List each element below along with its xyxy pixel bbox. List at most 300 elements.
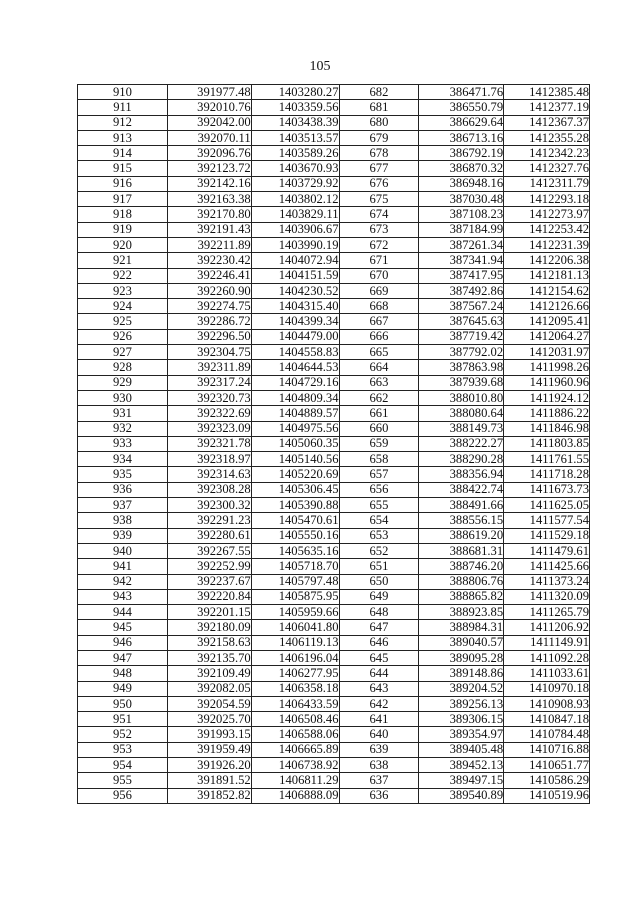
y-coordinate-cell: 1411265.79 — [504, 605, 590, 620]
point-number-cell: 669 — [339, 283, 419, 298]
point-number-cell: 636 — [339, 788, 419, 803]
x-coordinate-cell: 388422.74 — [419, 482, 504, 497]
point-number-cell: 672 — [339, 237, 419, 252]
point-number-cell: 913 — [78, 130, 168, 145]
x-coordinate-cell: 387939.68 — [419, 375, 504, 390]
table-row — [78, 345, 590, 360]
x-coordinate-cell: 392317.24 — [167, 375, 251, 390]
x-coordinate-cell: 388806.76 — [419, 574, 504, 589]
point-number-cell: 665 — [339, 345, 419, 360]
x-coordinate-cell: 388619.20 — [419, 528, 504, 543]
x-coordinate-cell: 391993.15 — [167, 727, 251, 742]
x-coordinate-cell: 387792.02 — [419, 345, 504, 360]
point-number-cell: 642 — [339, 696, 419, 711]
y-coordinate-cell: 1406665.89 — [251, 742, 339, 757]
point-number-cell: 921 — [78, 253, 168, 268]
table-row — [78, 742, 590, 757]
x-coordinate-cell: 392010.76 — [167, 100, 251, 115]
point-number-cell: 675 — [339, 192, 419, 207]
x-coordinate-cell: 392230.42 — [167, 253, 251, 268]
x-coordinate-cell: 392109.49 — [167, 666, 251, 681]
y-coordinate-cell: 1411761.55 — [504, 452, 590, 467]
table-row — [78, 498, 590, 513]
table-row — [78, 314, 590, 329]
x-coordinate-cell: 386792.19 — [419, 146, 504, 161]
x-coordinate-cell: 392180.09 — [167, 620, 251, 635]
table-row — [78, 100, 590, 115]
y-coordinate-cell: 1406196.04 — [251, 650, 339, 665]
y-coordinate-cell: 1404729.16 — [251, 375, 339, 390]
point-number-cell: 644 — [339, 666, 419, 681]
y-coordinate-cell: 1403729.92 — [251, 176, 339, 191]
x-coordinate-cell: 392311.89 — [167, 360, 251, 375]
point-number-cell: 949 — [78, 681, 168, 696]
table-row — [78, 161, 590, 176]
table-row — [78, 421, 590, 436]
point-number-cell: 941 — [78, 559, 168, 574]
y-coordinate-cell: 1412126.66 — [504, 299, 590, 314]
y-coordinate-cell: 1410519.96 — [504, 788, 590, 803]
y-coordinate-cell: 1404479.00 — [251, 329, 339, 344]
point-number-cell: 639 — [339, 742, 419, 757]
x-coordinate-cell: 386713.16 — [419, 130, 504, 145]
table-row — [78, 543, 590, 558]
point-number-cell: 682 — [339, 85, 419, 100]
point-number-cell: 940 — [78, 543, 168, 558]
point-number-cell: 680 — [339, 115, 419, 130]
x-coordinate-cell: 386870.32 — [419, 161, 504, 176]
point-number-cell: 955 — [78, 773, 168, 788]
point-number-cell: 673 — [339, 222, 419, 237]
point-number-cell: 663 — [339, 375, 419, 390]
y-coordinate-cell: 1403359.56 — [251, 100, 339, 115]
y-coordinate-cell: 1404889.57 — [251, 406, 339, 421]
x-coordinate-cell: 392304.75 — [167, 345, 251, 360]
x-coordinate-cell: 392322.69 — [167, 406, 251, 421]
point-number-cell: 655 — [339, 498, 419, 513]
point-number-cell: 661 — [339, 406, 419, 421]
table-row — [78, 207, 590, 222]
point-number-cell: 943 — [78, 589, 168, 604]
y-coordinate-cell: 1411320.09 — [504, 589, 590, 604]
x-coordinate-cell: 392220.84 — [167, 589, 251, 604]
x-coordinate-cell: 392191.43 — [167, 222, 251, 237]
x-coordinate-cell: 389540.89 — [419, 788, 504, 803]
x-coordinate-cell: 388010.80 — [419, 390, 504, 405]
x-coordinate-cell: 388746.20 — [419, 559, 504, 574]
point-number-cell: 679 — [339, 130, 419, 145]
point-number-cell: 950 — [78, 696, 168, 711]
table-row — [78, 85, 590, 100]
point-number-cell: 654 — [339, 513, 419, 528]
point-number-cell: 916 — [78, 176, 168, 191]
x-coordinate-cell: 392267.55 — [167, 543, 251, 558]
point-number-cell: 933 — [78, 436, 168, 451]
point-number-cell: 920 — [78, 237, 168, 252]
x-coordinate-cell: 387261.34 — [419, 237, 504, 252]
table-row — [78, 605, 590, 620]
x-coordinate-cell: 388080.64 — [419, 406, 504, 421]
x-coordinate-cell: 392123.72 — [167, 161, 251, 176]
y-coordinate-cell: 1411577.54 — [504, 513, 590, 528]
y-coordinate-cell: 1406119.13 — [251, 635, 339, 650]
x-coordinate-cell: 392163.38 — [167, 192, 251, 207]
y-coordinate-cell: 1406811.29 — [251, 773, 339, 788]
y-coordinate-cell: 1411206.92 — [504, 620, 590, 635]
y-coordinate-cell: 1405390.88 — [251, 498, 339, 513]
x-coordinate-cell: 386948.16 — [419, 176, 504, 191]
y-coordinate-cell: 1403990.19 — [251, 237, 339, 252]
point-number-cell: 938 — [78, 513, 168, 528]
point-number-cell: 653 — [339, 528, 419, 543]
x-coordinate-cell: 387417.95 — [419, 268, 504, 283]
y-coordinate-cell: 1412064.27 — [504, 329, 590, 344]
y-coordinate-cell: 1411924.12 — [504, 390, 590, 405]
point-number-cell: 656 — [339, 482, 419, 497]
table-row — [78, 467, 590, 482]
x-coordinate-cell: 392025.70 — [167, 712, 251, 727]
x-coordinate-cell: 389095.28 — [419, 650, 504, 665]
point-number-cell: 678 — [339, 146, 419, 161]
y-coordinate-cell: 1412031.97 — [504, 345, 590, 360]
table-row — [78, 222, 590, 237]
y-coordinate-cell: 1404399.34 — [251, 314, 339, 329]
table-row — [78, 620, 590, 635]
y-coordinate-cell: 1411718.28 — [504, 467, 590, 482]
x-coordinate-cell: 391959.49 — [167, 742, 251, 757]
point-number-cell: 646 — [339, 635, 419, 650]
y-coordinate-cell: 1411373.24 — [504, 574, 590, 589]
x-coordinate-cell: 392291.23 — [167, 513, 251, 528]
point-number-cell: 912 — [78, 115, 168, 130]
point-number-cell: 670 — [339, 268, 419, 283]
point-number-cell: 647 — [339, 620, 419, 635]
point-number-cell: 932 — [78, 421, 168, 436]
x-coordinate-cell: 387645.63 — [419, 314, 504, 329]
x-coordinate-cell: 392237.67 — [167, 574, 251, 589]
table-row — [78, 635, 590, 650]
point-number-cell: 659 — [339, 436, 419, 451]
y-coordinate-cell: 1410847.18 — [504, 712, 590, 727]
x-coordinate-cell: 387863.98 — [419, 360, 504, 375]
y-coordinate-cell: 1406738.92 — [251, 758, 339, 773]
x-coordinate-cell: 387184.99 — [419, 222, 504, 237]
point-number-cell: 651 — [339, 559, 419, 574]
table-row — [78, 696, 590, 711]
y-coordinate-cell: 1412367.37 — [504, 115, 590, 130]
point-number-cell: 925 — [78, 314, 168, 329]
x-coordinate-cell: 392211.89 — [167, 237, 251, 252]
y-coordinate-cell: 1404072.94 — [251, 253, 339, 268]
y-coordinate-cell: 1405718.70 — [251, 559, 339, 574]
y-coordinate-cell: 1412327.76 — [504, 161, 590, 176]
table-row — [78, 375, 590, 390]
x-coordinate-cell: 392135.70 — [167, 650, 251, 665]
x-coordinate-cell: 392286.72 — [167, 314, 251, 329]
table-row — [78, 176, 590, 191]
x-coordinate-cell: 392296.50 — [167, 329, 251, 344]
point-number-cell: 926 — [78, 329, 168, 344]
y-coordinate-cell: 1403513.57 — [251, 130, 339, 145]
x-coordinate-cell: 391977.48 — [167, 85, 251, 100]
point-number-cell: 645 — [339, 650, 419, 665]
y-coordinate-cell: 1406888.09 — [251, 788, 339, 803]
table-row — [78, 559, 590, 574]
y-coordinate-cell: 1411149.91 — [504, 635, 590, 650]
table-row — [78, 329, 590, 344]
x-coordinate-cell: 387567.24 — [419, 299, 504, 314]
point-number-cell: 928 — [78, 360, 168, 375]
x-coordinate-cell: 388491.66 — [419, 498, 504, 513]
point-number-cell: 643 — [339, 681, 419, 696]
x-coordinate-cell: 387030.48 — [419, 192, 504, 207]
point-number-cell: 640 — [339, 727, 419, 742]
table-row — [78, 237, 590, 252]
x-coordinate-cell: 389452.13 — [419, 758, 504, 773]
point-number-cell: 677 — [339, 161, 419, 176]
point-number-cell: 937 — [78, 498, 168, 513]
point-number-cell: 660 — [339, 421, 419, 436]
x-coordinate-cell: 392054.59 — [167, 696, 251, 711]
y-coordinate-cell: 1411673.73 — [504, 482, 590, 497]
x-coordinate-cell: 389497.15 — [419, 773, 504, 788]
y-coordinate-cell: 1411479.61 — [504, 543, 590, 558]
coordinates-table-body — [78, 85, 590, 804]
x-coordinate-cell: 392246.41 — [167, 268, 251, 283]
y-coordinate-cell: 1405797.48 — [251, 574, 339, 589]
x-coordinate-cell: 389148.86 — [419, 666, 504, 681]
point-number-cell: 674 — [339, 207, 419, 222]
y-coordinate-cell: 1412311.79 — [504, 176, 590, 191]
x-coordinate-cell: 392320.73 — [167, 390, 251, 405]
point-number-cell: 942 — [78, 574, 168, 589]
y-coordinate-cell: 1403670.93 — [251, 161, 339, 176]
table-row — [78, 360, 590, 375]
x-coordinate-cell: 388149.73 — [419, 421, 504, 436]
y-coordinate-cell: 1405060.35 — [251, 436, 339, 451]
table-row — [78, 146, 590, 161]
table-row — [78, 192, 590, 207]
point-number-cell: 939 — [78, 528, 168, 543]
y-coordinate-cell: 1412181.13 — [504, 268, 590, 283]
table-row — [78, 299, 590, 314]
table-row — [78, 390, 590, 405]
y-coordinate-cell: 1406433.59 — [251, 696, 339, 711]
point-number-cell: 927 — [78, 345, 168, 360]
point-number-cell: 668 — [339, 299, 419, 314]
y-coordinate-cell: 1412095.41 — [504, 314, 590, 329]
y-coordinate-cell: 1404151.59 — [251, 268, 339, 283]
y-coordinate-cell: 1404558.83 — [251, 345, 339, 360]
point-number-cell: 947 — [78, 650, 168, 665]
y-coordinate-cell: 1406041.80 — [251, 620, 339, 635]
point-number-cell: 945 — [78, 620, 168, 635]
x-coordinate-cell: 391891.52 — [167, 773, 251, 788]
coordinates-table — [77, 84, 590, 804]
point-number-cell: 666 — [339, 329, 419, 344]
x-coordinate-cell: 392170.80 — [167, 207, 251, 222]
y-coordinate-cell: 1412355.28 — [504, 130, 590, 145]
x-coordinate-cell: 386550.79 — [419, 100, 504, 115]
y-coordinate-cell: 1412154.62 — [504, 283, 590, 298]
y-coordinate-cell: 1406277.95 — [251, 666, 339, 681]
x-coordinate-cell: 392260.90 — [167, 283, 251, 298]
x-coordinate-cell: 388923.85 — [419, 605, 504, 620]
point-number-cell: 641 — [339, 712, 419, 727]
table-row — [78, 666, 590, 681]
x-coordinate-cell: 392318.97 — [167, 452, 251, 467]
point-number-cell: 954 — [78, 758, 168, 773]
point-number-cell: 910 — [78, 85, 168, 100]
y-coordinate-cell: 1406588.06 — [251, 727, 339, 742]
y-coordinate-cell: 1411998.26 — [504, 360, 590, 375]
y-coordinate-cell: 1411625.05 — [504, 498, 590, 513]
y-coordinate-cell: 1410908.93 — [504, 696, 590, 711]
point-number-cell: 953 — [78, 742, 168, 757]
table-row — [78, 712, 590, 727]
x-coordinate-cell: 389256.13 — [419, 696, 504, 711]
x-coordinate-cell: 392142.16 — [167, 176, 251, 191]
point-number-cell: 930 — [78, 390, 168, 405]
table-row — [78, 773, 590, 788]
point-number-cell: 951 — [78, 712, 168, 727]
y-coordinate-cell: 1405140.56 — [251, 452, 339, 467]
point-number-cell: 649 — [339, 589, 419, 604]
point-number-cell: 931 — [78, 406, 168, 421]
x-coordinate-cell: 391926.20 — [167, 758, 251, 773]
y-coordinate-cell: 1403906.67 — [251, 222, 339, 237]
y-coordinate-cell: 1403280.27 — [251, 85, 339, 100]
y-coordinate-cell: 1412293.18 — [504, 192, 590, 207]
page-number: 105 — [309, 59, 331, 74]
point-number-cell: 667 — [339, 314, 419, 329]
x-coordinate-cell: 392280.61 — [167, 528, 251, 543]
x-coordinate-cell: 388556.15 — [419, 513, 504, 528]
y-coordinate-cell: 1411846.98 — [504, 421, 590, 436]
y-coordinate-cell: 1405875.95 — [251, 589, 339, 604]
table-row — [78, 681, 590, 696]
point-number-cell: 929 — [78, 375, 168, 390]
x-coordinate-cell: 389204.52 — [419, 681, 504, 696]
point-number-cell: 638 — [339, 758, 419, 773]
table-row — [78, 253, 590, 268]
x-coordinate-cell: 389306.15 — [419, 712, 504, 727]
x-coordinate-cell: 388222.27 — [419, 436, 504, 451]
point-number-cell: 648 — [339, 605, 419, 620]
y-coordinate-cell: 1411033.61 — [504, 666, 590, 681]
x-coordinate-cell: 388984.31 — [419, 620, 504, 635]
y-coordinate-cell: 1405635.16 — [251, 543, 339, 558]
x-coordinate-cell: 386629.64 — [419, 115, 504, 130]
y-coordinate-cell: 1405470.61 — [251, 513, 339, 528]
point-number-cell: 952 — [78, 727, 168, 742]
table-row — [78, 283, 590, 298]
y-coordinate-cell: 1406508.46 — [251, 712, 339, 727]
point-number-cell: 924 — [78, 299, 168, 314]
x-coordinate-cell: 387492.86 — [419, 283, 504, 298]
y-coordinate-cell: 1404230.52 — [251, 283, 339, 298]
table-row — [78, 758, 590, 773]
y-coordinate-cell: 1404315.40 — [251, 299, 339, 314]
point-number-cell: 637 — [339, 773, 419, 788]
point-number-cell: 917 — [78, 192, 168, 207]
point-number-cell: 658 — [339, 452, 419, 467]
x-coordinate-cell: 391852.82 — [167, 788, 251, 803]
y-coordinate-cell: 1412206.38 — [504, 253, 590, 268]
y-coordinate-cell: 1403802.12 — [251, 192, 339, 207]
point-number-cell: 934 — [78, 452, 168, 467]
point-number-cell: 956 — [78, 788, 168, 803]
y-coordinate-cell: 1411425.66 — [504, 559, 590, 574]
point-number-cell: 911 — [78, 100, 168, 115]
point-number-cell: 935 — [78, 467, 168, 482]
y-coordinate-cell: 1403829.11 — [251, 207, 339, 222]
x-coordinate-cell: 392096.76 — [167, 146, 251, 161]
table-row — [78, 482, 590, 497]
y-coordinate-cell: 1405220.69 — [251, 467, 339, 482]
point-number-cell: 662 — [339, 390, 419, 405]
point-number-cell: 650 — [339, 574, 419, 589]
y-coordinate-cell: 1404975.56 — [251, 421, 339, 436]
y-coordinate-cell: 1403438.39 — [251, 115, 339, 130]
point-number-cell: 681 — [339, 100, 419, 115]
x-coordinate-cell: 392082.05 — [167, 681, 251, 696]
x-coordinate-cell: 392201.15 — [167, 605, 251, 620]
x-coordinate-cell: 387108.23 — [419, 207, 504, 222]
point-number-cell: 919 — [78, 222, 168, 237]
x-coordinate-cell: 392042.00 — [167, 115, 251, 130]
table-row — [78, 528, 590, 543]
y-coordinate-cell: 1412342.23 — [504, 146, 590, 161]
table-row — [78, 452, 590, 467]
x-coordinate-cell: 392252.99 — [167, 559, 251, 574]
x-coordinate-cell: 388865.82 — [419, 589, 504, 604]
table-row — [78, 115, 590, 130]
table-row — [78, 436, 590, 451]
x-coordinate-cell: 392323.09 — [167, 421, 251, 436]
y-coordinate-cell: 1410784.48 — [504, 727, 590, 742]
x-coordinate-cell: 386471.76 — [419, 85, 504, 100]
x-coordinate-cell: 389354.97 — [419, 727, 504, 742]
y-coordinate-cell: 1410716.88 — [504, 742, 590, 757]
point-number-cell: 914 — [78, 146, 168, 161]
y-coordinate-cell: 1406358.18 — [251, 681, 339, 696]
y-coordinate-cell: 1404644.53 — [251, 360, 339, 375]
point-number-cell: 657 — [339, 467, 419, 482]
y-coordinate-cell: 1410651.77 — [504, 758, 590, 773]
y-coordinate-cell: 1404809.34 — [251, 390, 339, 405]
point-number-cell: 936 — [78, 482, 168, 497]
x-coordinate-cell: 392300.32 — [167, 498, 251, 513]
y-coordinate-cell: 1411529.18 — [504, 528, 590, 543]
y-coordinate-cell: 1412377.19 — [504, 100, 590, 115]
y-coordinate-cell: 1405550.16 — [251, 528, 339, 543]
y-coordinate-cell: 1411803.85 — [504, 436, 590, 451]
y-coordinate-cell: 1411092.28 — [504, 650, 590, 665]
point-number-cell: 676 — [339, 176, 419, 191]
x-coordinate-cell: 389040.57 — [419, 635, 504, 650]
y-coordinate-cell: 1410586.29 — [504, 773, 590, 788]
point-number-cell: 652 — [339, 543, 419, 558]
point-number-cell: 944 — [78, 605, 168, 620]
x-coordinate-cell: 388681.31 — [419, 543, 504, 558]
point-number-cell: 915 — [78, 161, 168, 176]
x-coordinate-cell: 388290.28 — [419, 452, 504, 467]
x-coordinate-cell: 387719.42 — [419, 329, 504, 344]
y-coordinate-cell: 1411960.96 — [504, 375, 590, 390]
table-row — [78, 788, 590, 803]
y-coordinate-cell: 1411886.22 — [504, 406, 590, 421]
